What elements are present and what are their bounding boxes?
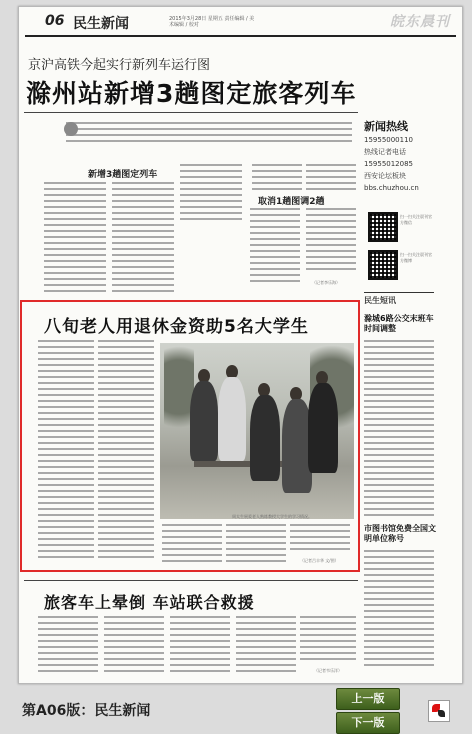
lead-column-5 bbox=[306, 164, 356, 190]
lead-column-6 bbox=[250, 208, 300, 282]
next-page-button[interactable]: 下一版 bbox=[336, 712, 400, 734]
photo-person bbox=[218, 377, 246, 461]
lead-column-4 bbox=[252, 164, 302, 190]
qr-code-icon bbox=[368, 212, 398, 242]
lead-subhead-right: 取消1趟图调2趟 bbox=[258, 197, 325, 207]
news-hotline bbox=[364, 118, 432, 194]
feature-column-1 bbox=[38, 340, 94, 562]
section-title: 民生新闻 bbox=[73, 16, 129, 32]
lead-column-2 bbox=[112, 182, 174, 292]
photo-person bbox=[308, 383, 338, 473]
lead-intro-text bbox=[66, 122, 352, 146]
sidebar-item-text bbox=[364, 340, 434, 520]
feature-column-5 bbox=[290, 524, 350, 554]
sidebar-item-headline: 滁城6路公交末班车时间调整 bbox=[364, 314, 434, 333]
forum-label: 西安论坛板块 bbox=[364, 172, 406, 180]
lead-column-3 bbox=[180, 164, 242, 224]
sidebar-item-headline: 市图书馆免费全国文明单位称号 bbox=[364, 524, 436, 543]
lead-column-1 bbox=[44, 182, 106, 292]
feature-column-4 bbox=[226, 524, 286, 564]
prev-page-button[interactable]: 上一版 bbox=[336, 688, 400, 710]
feature-column-2 bbox=[98, 340, 154, 562]
hotline-phone: 15955000110 bbox=[364, 136, 413, 144]
newspaper-brand: 皖东晨刊 bbox=[390, 14, 450, 30]
photo-caption: 周太生展爱老人熟练教授大学生的学习情况。 bbox=[232, 514, 312, 519]
feature-column-3 bbox=[162, 524, 222, 564]
hotline-title: 新闻热线 bbox=[364, 120, 408, 133]
feature-headline[interactable]: 八旬老人用退休金资助5名大学生 bbox=[44, 317, 309, 337]
page-label: 第A06版：民生新闻 bbox=[22, 703, 151, 719]
photo-person bbox=[190, 381, 218, 461]
sidebar-item-text bbox=[364, 550, 434, 666]
newspaper-logo-icon bbox=[428, 700, 450, 722]
divider bbox=[24, 580, 358, 581]
qr-code-icon bbox=[368, 250, 398, 280]
lead-headline: 滁州站新增3趟图定旅客列车 bbox=[26, 79, 357, 108]
sidebar-section-label: 民生短讯 bbox=[364, 292, 434, 306]
lead-column-7 bbox=[306, 208, 356, 274]
hotline-label: 热线记者电话 bbox=[364, 148, 406, 156]
qr-caption: 扫一扫关注晨刊官方微信 bbox=[400, 214, 432, 225]
hotline-phone-2: 15955012085 bbox=[364, 160, 413, 168]
lead-subhead-left: 新增3趟图定列车 bbox=[88, 170, 158, 180]
bottom-headline: 旅客车上晕倒 车站联合救援 bbox=[44, 593, 255, 612]
bottom-column-4 bbox=[236, 616, 296, 676]
feature-byline: （记者吕丰华 文/图） bbox=[300, 558, 339, 563]
bottom-column-1 bbox=[38, 616, 98, 676]
divider bbox=[24, 112, 358, 113]
bottom-column-5 bbox=[300, 616, 356, 664]
page-footer bbox=[0, 686, 472, 734]
lead-bullet-icon bbox=[64, 122, 78, 136]
bottom-column-3 bbox=[170, 616, 230, 676]
page-number: 06 bbox=[45, 13, 65, 29]
lead-kicker: 京沪高铁今起实行新列车运行图 bbox=[28, 58, 211, 73]
qr-caption: 扫一扫关注晨刊官方微博 bbox=[400, 252, 432, 263]
photo-person bbox=[250, 395, 280, 481]
lead-byline: （记者李乐海） bbox=[312, 280, 340, 285]
bottom-column-2 bbox=[104, 616, 164, 676]
date-line: 2015年3月28日 星期五 责任编辑 / 美术编辑 / 校对 bbox=[169, 16, 255, 28]
bottom-byline: （记者韦乐洋） bbox=[314, 668, 342, 673]
masthead bbox=[25, 11, 456, 37]
feature-photo bbox=[160, 343, 354, 519]
forum-site: bbs.chuzhou.cn bbox=[364, 184, 419, 192]
